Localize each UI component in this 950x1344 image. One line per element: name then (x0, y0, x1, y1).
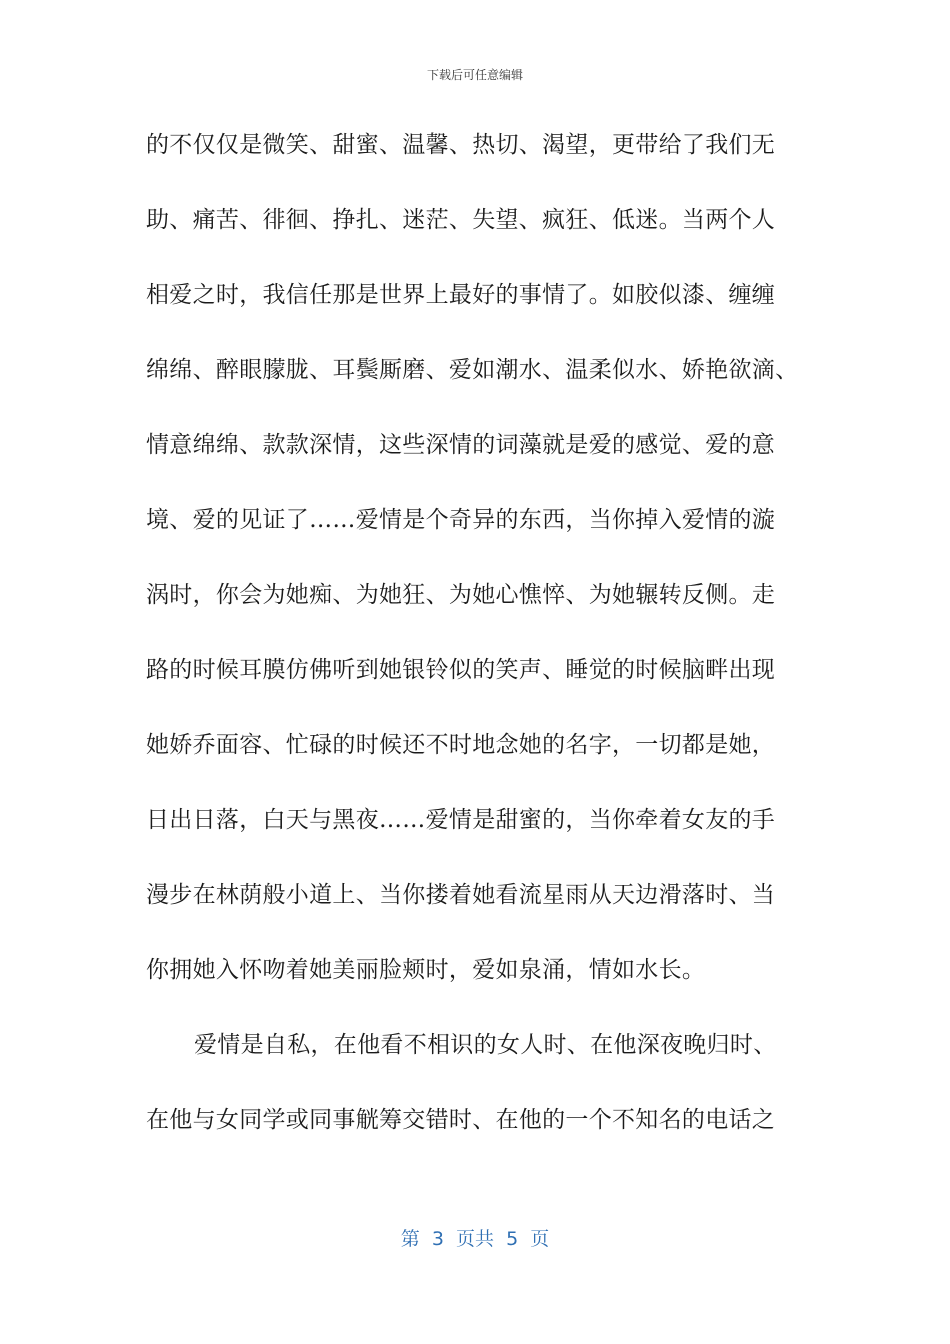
text-line: 你拥她入怀吻着她美丽脸颊时，爱如泉涌，情如水长。 (146, 957, 706, 983)
text-line: 绵绵、醉眼朦胧、耳鬓厮磨、爱如潮水、温柔似水、娇艳欲滴、 (146, 357, 799, 383)
paragraph-first-line: 爱情是自私，在他看不相识的女人时、在他深夜晚归时、 (194, 1032, 777, 1058)
text-line: 境、爱的见证了……爱情是个奇异的东西，当你掉入爱情的漩 (146, 507, 776, 533)
page-number-footer: 第 3 页共 5 页 (400, 1228, 550, 1250)
text-line: 助、痛苦、徘徊、挣扎、迷茫、失望、疯狂、低迷。当两个人 (146, 207, 776, 233)
text-line: 日出日落，白天与黑夜……爱情是甜蜜的，当你牵着女友的手 (146, 807, 776, 833)
text-line: 相爱之时，我信任那是世界上最好的事情了。如胶似漆、缠缠 (146, 282, 776, 308)
text-line: 情意绵绵、款款深情，这些深情的词藻就是爱的感觉、爱的意 (146, 432, 776, 458)
text-line: 路的时候耳膜仿佛听到她银铃似的笑声、睡觉的时候脑畔出现 (146, 657, 776, 683)
text-line: 她娇乔面容、忙碌的时候还不时地念她的名字，一切都是她， (146, 732, 776, 758)
text-line: 的不仅仅是微笑、甜蜜、温馨、热切、渴望，更带给了我们无 (146, 132, 776, 158)
text-line: 涡时，你会为她痴、为她狂、为她心憔悴、为她辗转反侧。走 (146, 582, 776, 608)
document-header-note: 下载后可任意编辑 (426, 68, 523, 82)
text-line: 在他与女同学或同事觥筹交错时、在他的一个不知名的电话之 (146, 1107, 776, 1133)
text-line: 漫步在林荫般小道上、当你搂着她看流星雨从天边滑落时、当 (146, 882, 776, 908)
